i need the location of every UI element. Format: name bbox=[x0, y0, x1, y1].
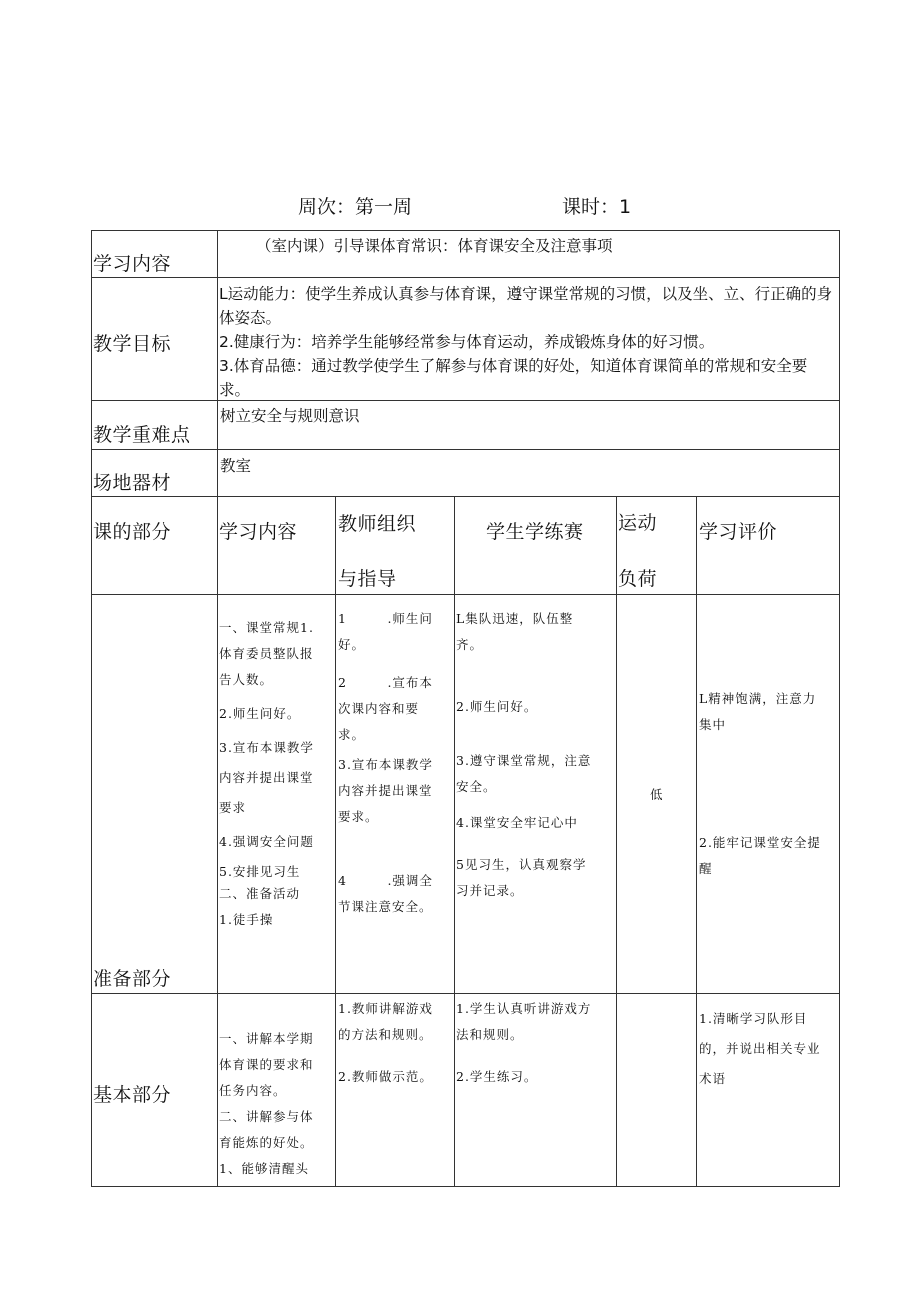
col-line bbox=[91, 230, 92, 1187]
list-item: 内容并提出课堂 bbox=[219, 770, 314, 785]
basic-student bbox=[456, 996, 614, 1090]
row-line bbox=[91, 993, 840, 994]
list-item: 好。 bbox=[338, 637, 366, 652]
list-item: 内容并提出课堂 bbox=[338, 783, 433, 798]
list-item: 告人数。 bbox=[219, 672, 274, 687]
col-line bbox=[335, 496, 336, 1187]
list-item: 育能炼的好处。 bbox=[219, 1135, 314, 1150]
period-label: 课时：1 bbox=[562, 196, 632, 218]
col-teacher-2: 与指导 bbox=[338, 568, 397, 590]
content-value: （室内课）引导课体育常识：体育课安全及注意事项 bbox=[256, 237, 613, 255]
list-item: 要求。 bbox=[338, 809, 379, 824]
basic-content bbox=[219, 1026, 333, 1182]
list-item: 2.师生问好。 bbox=[456, 699, 538, 714]
list-item: L精神饱满，注意力 bbox=[699, 691, 817, 706]
venue-label: 场地器材 bbox=[93, 472, 172, 494]
basic-teacher bbox=[338, 996, 453, 1090]
prep-label: 准备部分 bbox=[93, 968, 172, 990]
row-line bbox=[91, 1186, 840, 1187]
row-line bbox=[91, 496, 840, 497]
basic-eval bbox=[699, 1006, 837, 1092]
row-line bbox=[91, 277, 840, 278]
list-item: 4 .强调全 bbox=[338, 873, 433, 888]
list-item: 1 .师生问 bbox=[338, 611, 433, 626]
col-load-1: 运动 bbox=[618, 512, 658, 534]
basic-label: 基本部分 bbox=[93, 1084, 172, 1106]
list-item: 3.宣布本课教学 bbox=[338, 757, 433, 772]
key-label: 教学重难点 bbox=[93, 424, 191, 446]
prep-teacher bbox=[338, 606, 453, 920]
col-line bbox=[696, 496, 697, 1187]
goal-label: 教学目标 bbox=[93, 333, 172, 355]
prep-content bbox=[219, 615, 333, 933]
list-item: 1.徒手操 bbox=[219, 912, 274, 927]
list-item: 1.教师讲解游戏 bbox=[338, 1001, 433, 1016]
week-label: 周次：第一周 bbox=[298, 196, 413, 218]
goal-item: 3.体育品德：通过教学使学生了解参与体育课的好处，知道体育课简单的常规和安全要求。 bbox=[219, 357, 808, 399]
col-content: 学习内容 bbox=[219, 521, 298, 543]
key-value: 树立安全与规则意识 bbox=[220, 407, 360, 425]
col-load-2: 负荷 bbox=[618, 568, 658, 590]
list-item: 1.学生认真听讲游戏方 bbox=[456, 1001, 592, 1016]
col-line bbox=[616, 496, 617, 1187]
goal-list bbox=[219, 282, 833, 402]
list-item: 节课注意安全。 bbox=[338, 899, 433, 914]
row-line bbox=[91, 594, 840, 595]
list-item: 体育课的要求和 bbox=[219, 1057, 314, 1072]
list-item: 3.宣布本课教学 bbox=[219, 740, 314, 755]
list-item: 2.学生练习。 bbox=[456, 1069, 538, 1084]
row-line bbox=[91, 449, 840, 450]
col-line bbox=[217, 230, 218, 1187]
col-student: 学生学练赛 bbox=[486, 521, 584, 543]
list-item: 习并记录。 bbox=[456, 883, 524, 898]
list-item: 醒 bbox=[699, 861, 713, 876]
prep-eval bbox=[699, 686, 837, 882]
list-item: 术语 bbox=[699, 1071, 727, 1086]
list-item: 2 .宣布本 bbox=[338, 675, 433, 690]
list-item: 2.能牢记课堂安全提 bbox=[699, 835, 821, 850]
list-item: 要求 bbox=[219, 800, 247, 815]
list-item: 齐。 bbox=[456, 637, 484, 652]
goal-item: 2.健康行为：培养学生能够经常参与体育运动，养成锻炼身体的好习惯。 bbox=[219, 333, 715, 351]
list-item: 1、能够清醒头 bbox=[219, 1161, 309, 1176]
list-item: 的，并说出相关专业 bbox=[699, 1041, 821, 1056]
venue-value: 教室 bbox=[220, 457, 252, 475]
list-item: 求。 bbox=[338, 727, 366, 742]
list-item: 法和规则。 bbox=[456, 1027, 524, 1042]
list-item: 2.师生问好。 bbox=[219, 706, 301, 721]
list-item: L集队迅速，队伍整 bbox=[456, 611, 574, 626]
list-item: 任务内容。 bbox=[219, 1083, 287, 1098]
list-item: 安全。 bbox=[456, 779, 497, 794]
content-label: 学习内容 bbox=[93, 253, 172, 275]
list-item: 体育委员整队报 bbox=[219, 646, 314, 661]
lesson-header bbox=[0, 192, 920, 222]
list-item: 二、讲解参与体 bbox=[219, 1109, 314, 1124]
list-item: 次课内容和要 bbox=[338, 701, 420, 716]
prep-load: 低 bbox=[650, 787, 664, 802]
list-item: 5见习生，认真观察学 bbox=[456, 857, 587, 872]
list-item: 一、课堂常规1. bbox=[219, 620, 314, 635]
list-item: 二、准备活动 bbox=[219, 886, 301, 901]
row-line bbox=[91, 230, 840, 231]
list-item: 3.遵守课堂常规，注意 bbox=[456, 753, 592, 768]
list-item: 的方法和规则。 bbox=[338, 1027, 433, 1042]
col-eval: 学习评价 bbox=[699, 521, 778, 543]
list-item: 2.教师做示范。 bbox=[338, 1069, 433, 1084]
list-item: 集中 bbox=[699, 717, 727, 732]
col-line bbox=[454, 496, 455, 1187]
prep-student bbox=[456, 606, 614, 904]
col-teacher-1: 教师组织 bbox=[338, 513, 417, 535]
list-item: 4.课堂安全牢记心中 bbox=[456, 815, 578, 830]
list-item: 5.安排见习生 bbox=[219, 864, 301, 879]
goal-item: L运动能力：使学生养成认真参与体育课，遵守课堂常规的习惯，以及坐、立、行正确的身体姿态。 bbox=[219, 285, 833, 327]
list-item: 4.强调安全问题 bbox=[219, 834, 314, 849]
col-part: 课的部分 bbox=[93, 521, 172, 543]
list-item: 一、讲解本学期 bbox=[219, 1031, 314, 1046]
list-item: 1.清晰学习队形目 bbox=[699, 1011, 808, 1026]
col-line bbox=[839, 230, 840, 1187]
